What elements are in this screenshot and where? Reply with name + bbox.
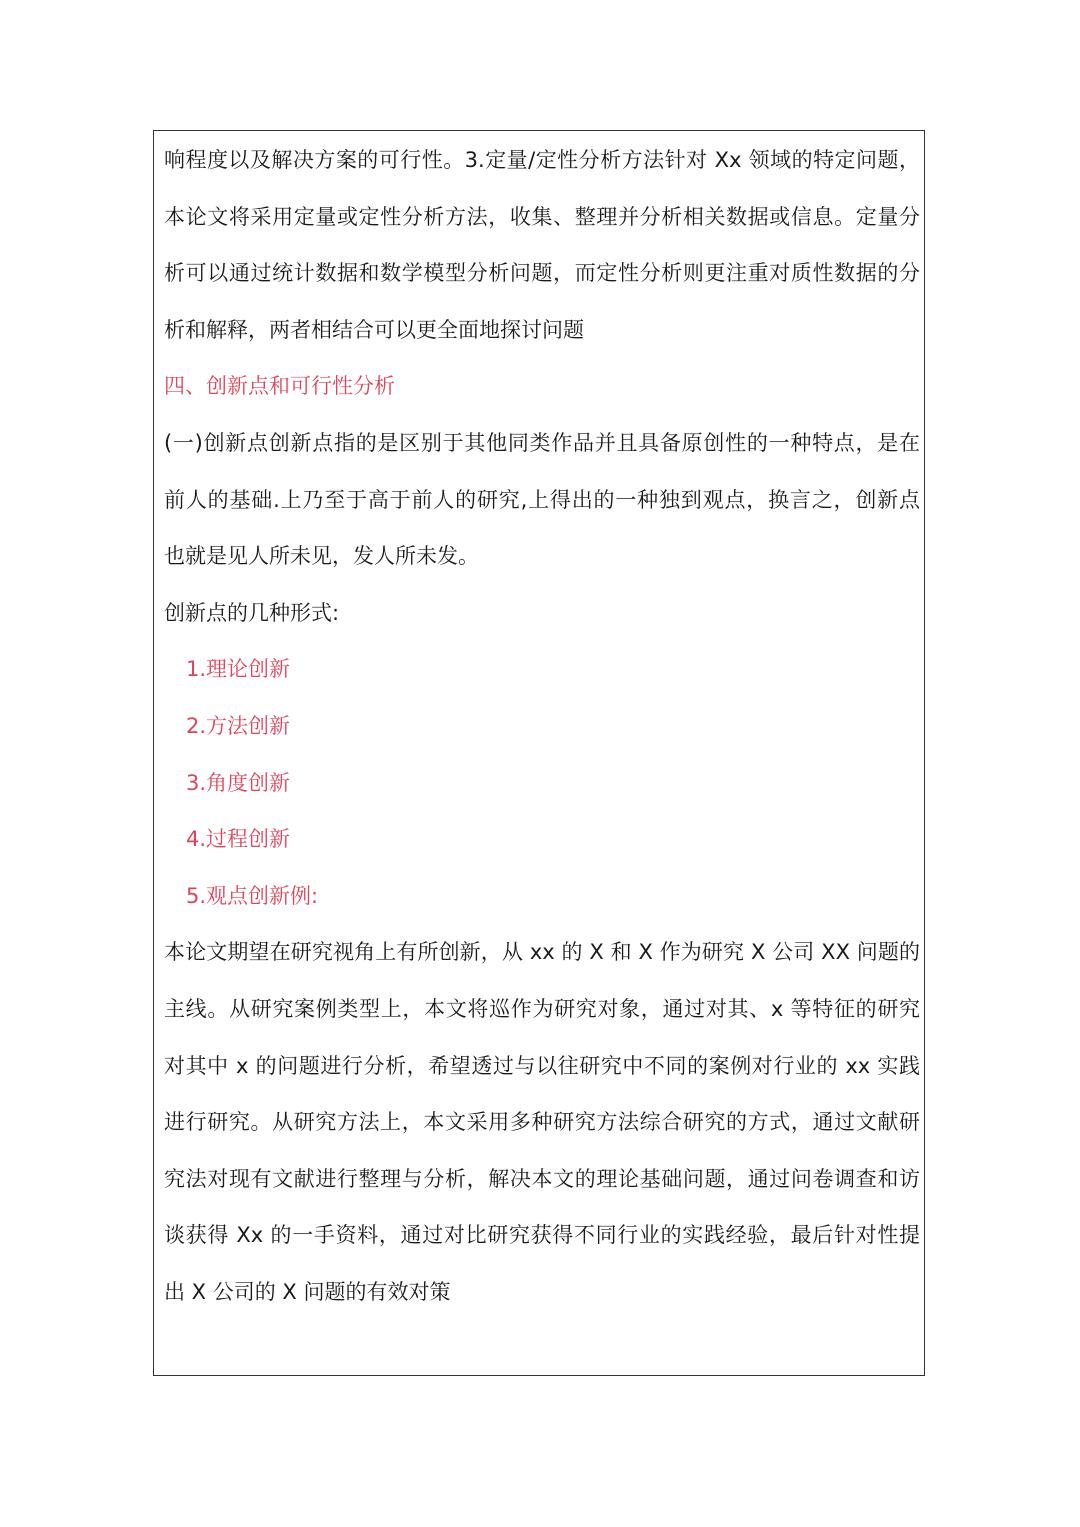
text-line: 进行研究。从研究方法上，本文采用多种研究方法综合研究的方式，通过文献研 [164, 1110, 920, 1135]
list-item: 2.方法创新 [186, 713, 291, 738]
list-item: 5.观点创新例: [186, 883, 319, 908]
paragraph-example [164, 924, 920, 1320]
text-line: 主线。从研究案例类型上，本文将巡作为研究对象，通过对其、x 等特征的研究 [164, 996, 920, 1021]
forms-label: 创新点的几种形式: [164, 600, 340, 625]
text-line: 本论文将采用定量或定性分析方法，收集、整理并分析相关数据或信息。定量分 [164, 204, 920, 229]
paragraph-analysis-methods [164, 132, 920, 358]
text-line: 本论文期望在研究视角上有所创新，从 xx 的 X 和 X 作为研究 X 公司 XX 问题的 [164, 940, 920, 965]
text-line: 出 X 公司的 X 问题的有效对策 [164, 1279, 451, 1304]
text-line: 前人的基础.上乃至于高于前人的研究,上得出的一种独到观点，换言之，创新点 [164, 487, 920, 512]
section-heading: 四、创新点和可行性分析 [164, 374, 395, 399]
list-item: 3.角度创新 [186, 770, 291, 795]
list-item: 1.理论创新 [186, 657, 291, 682]
text-line: 析和解释，两者相结合可以更全面地探讨问题 [164, 317, 584, 342]
text-line: (一)创新点创新点指的是区别于其他同类作品并且具备原创性的一种特点，是在 [164, 430, 920, 455]
text-line: 析可以通过统计数据和数学模型分析问题，而定性分析则更注重对质性数据的分 [164, 261, 920, 286]
text-line: 对其中 x 的问题进行分析，希望透过与以往研究中不同的案例对行业的 xx 实践 [164, 1053, 920, 1078]
text-line: 究法对现有文献进行整理与分析，解决本文的理论基础问题，通过问卷调查和访 [164, 1166, 920, 1191]
text-line: 也就是见人所未见，发人所未发。 [164, 544, 479, 569]
innovation-forms-list [164, 641, 920, 924]
document-body [164, 132, 920, 1320]
list-item: 4.过程创新 [186, 827, 291, 852]
paragraph-innovation-definition [164, 415, 920, 585]
text-line: 谈获得 Xx 的一手资料，通过对比研究获得不同行业的实践经验，最后针对性提 [164, 1223, 920, 1248]
text-line: 响程度以及解决方案的可行性。3.定量/定性分析方法针对 Xx 领域的特定问题， [164, 148, 920, 172]
